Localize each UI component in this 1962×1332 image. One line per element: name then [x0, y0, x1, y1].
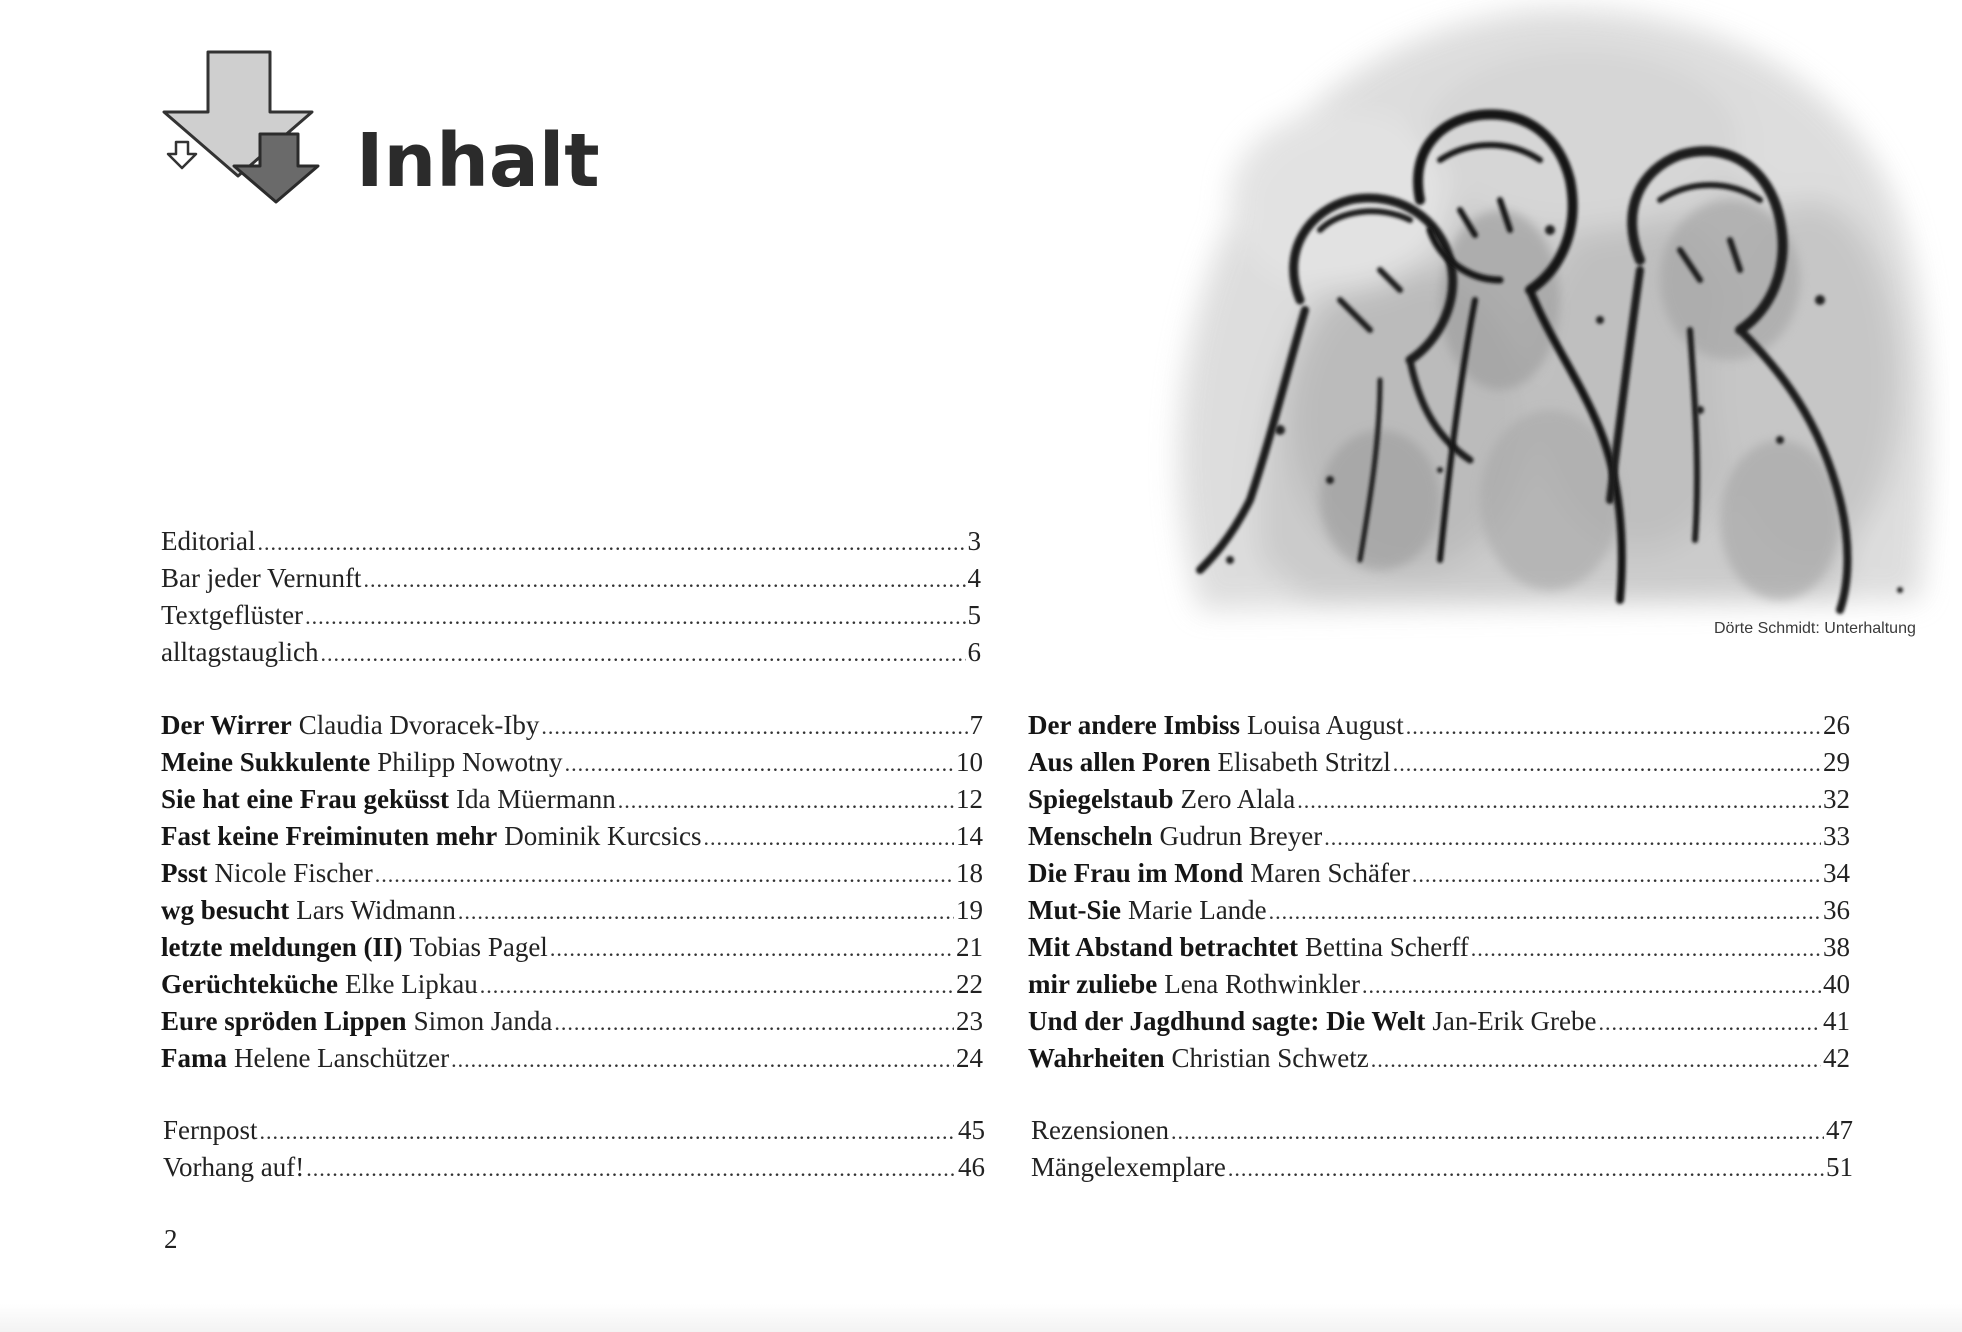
- dot-leader: [618, 782, 954, 819]
- dot-leader: [363, 561, 965, 598]
- dot-leader: [1324, 819, 1821, 856]
- toc-entry-author: Bettina Scherff: [1304, 932, 1469, 962]
- toc-articles-right: [1028, 707, 1850, 1077]
- toc-entry-page: 46: [958, 1152, 985, 1182]
- toc-entry-title: Fast keine Freiminuten mehr: [161, 821, 498, 851]
- dot-leader: [1393, 745, 1821, 782]
- toc-entry-title: Textgeflüster: [161, 600, 304, 630]
- dot-leader: [1599, 1004, 1821, 1041]
- dot-leader: [1362, 967, 1821, 1004]
- toc-entry[interactable]: [161, 1040, 983, 1077]
- dot-leader: [480, 967, 954, 1004]
- toc-entry[interactable]: [161, 634, 981, 671]
- toc-entry-author: Simon Janda: [413, 1006, 553, 1036]
- toc-entry[interactable]: [1028, 707, 1850, 744]
- toc-entry-title: Rezensionen: [1031, 1115, 1169, 1145]
- toc-entry-title: wg besucht: [161, 895, 290, 925]
- toc-entry[interactable]: [1031, 1112, 1853, 1149]
- toc-entry-page: 40: [1823, 969, 1850, 999]
- toc-entry-author: Philipp Nowotny: [377, 747, 563, 777]
- toc-entry-author: Louisa August: [1247, 710, 1404, 740]
- toc-entry-page: 22: [956, 969, 983, 999]
- dot-leader: [1171, 1113, 1824, 1150]
- toc-articles-left: [161, 707, 983, 1077]
- dot-leader: [375, 856, 954, 893]
- toc-entry-title: Sie hat eine Frau geküsst: [161, 784, 450, 814]
- toc-entry-title: Vorhang auf!: [163, 1152, 305, 1182]
- toc-entry-page: 19: [956, 895, 983, 925]
- toc-entry-page: 24: [956, 1043, 983, 1073]
- toc-entry[interactable]: [161, 597, 981, 634]
- toc-entry-page: 38: [1823, 932, 1850, 962]
- toc-entry-page: 33: [1823, 821, 1850, 851]
- dot-leader: [260, 1113, 957, 1150]
- toc-entry-title: Editorial: [161, 526, 256, 556]
- toc-entry-author: Zero Alala: [1180, 784, 1296, 814]
- toc-entry-title: Psst: [161, 858, 208, 888]
- toc-entry-page: 14: [956, 821, 983, 851]
- toc-entry-page: 21: [956, 932, 983, 962]
- dot-leader: [565, 745, 954, 782]
- dot-leader: [1269, 893, 1821, 930]
- toc-entry-author: Helene Lanschützer: [233, 1043, 450, 1073]
- toc-entry-author: Ida Müermann: [456, 784, 616, 814]
- toc-entry[interactable]: [1028, 929, 1850, 966]
- toc-entry-page: 10: [956, 747, 983, 777]
- toc-entry[interactable]: [1028, 855, 1850, 892]
- toc-entry[interactable]: [161, 966, 983, 1003]
- toc-entry-page: 18: [956, 858, 983, 888]
- toc-entry-author: Lena Rothwinkler: [1164, 969, 1360, 999]
- toc-entry-title: letzte meldungen (II): [161, 932, 403, 962]
- double-down-arrow-icon: [158, 46, 328, 206]
- toc-entry-author: Elisabeth Stritzl: [1217, 747, 1391, 777]
- toc-entry-author: Gudrun Breyer: [1159, 821, 1323, 851]
- dot-leader: [1471, 930, 1821, 967]
- toc-entry-page: 3: [967, 526, 981, 556]
- dot-leader: [257, 524, 965, 561]
- toc-entry[interactable]: [161, 818, 983, 855]
- toc-entry-page: 36: [1823, 895, 1850, 925]
- page-edge-shadow: [0, 1304, 1962, 1332]
- toc-entry[interactable]: [1028, 781, 1850, 818]
- toc-entry-page: 41: [1823, 1006, 1850, 1036]
- toc-entry-page: 47: [1826, 1115, 1853, 1145]
- toc-entry[interactable]: [161, 523, 981, 560]
- dot-leader: [320, 635, 965, 672]
- toc-entry-title: Bar jeder Vernunft: [161, 563, 362, 593]
- toc-entry-page: 23: [956, 1006, 983, 1036]
- toc-entry-page: 4: [967, 563, 981, 593]
- toc-entry-author: Dominik Kurcsics: [504, 821, 702, 851]
- toc-entry[interactable]: [1028, 744, 1850, 781]
- toc-entry-title: Der andere Imbiss: [1028, 710, 1241, 740]
- dot-leader: [554, 1004, 954, 1041]
- toc-entry-title: Fernpost: [163, 1115, 258, 1145]
- illustration-caption: Dörte Schmidt: Unterhaltung: [1714, 620, 1916, 637]
- dot-leader: [1412, 856, 1821, 893]
- toc-entry-page: 45: [958, 1115, 985, 1145]
- toc-entry[interactable]: [161, 744, 983, 781]
- toc-entry[interactable]: [1028, 892, 1850, 929]
- dot-leader: [703, 819, 954, 856]
- toc-entry[interactable]: [1031, 1149, 1853, 1186]
- toc-entry-page: 32: [1823, 784, 1850, 814]
- toc-entry-page: 5: [967, 600, 981, 630]
- toc-entry-title: Mit Abstand betrachtet: [1028, 932, 1298, 962]
- dot-leader: [541, 708, 967, 745]
- toc-entry-page: 26: [1823, 710, 1850, 740]
- dot-leader: [1297, 782, 1821, 819]
- toc-entry-title: Spiegelstaub: [1028, 784, 1174, 814]
- toc-entry[interactable]: [1028, 1040, 1850, 1077]
- ink-illustration: [1080, 0, 1950, 640]
- toc-entry-page: 12: [956, 784, 983, 814]
- toc-entry[interactable]: [161, 1003, 983, 1040]
- toc-entry-author: Nicole Fischer: [214, 858, 373, 888]
- toc-entry[interactable]: [161, 560, 981, 597]
- toc-entry-title: Menscheln: [1028, 821, 1153, 851]
- toc-entry-page: 29: [1823, 747, 1850, 777]
- dot-leader: [458, 893, 954, 930]
- dot-leader: [451, 1041, 954, 1078]
- header: [158, 46, 758, 206]
- dot-leader: [1228, 1150, 1824, 1187]
- toc-entry-author: Maren Schäfer: [1250, 858, 1410, 888]
- toc-entry-title: Wahrheiten: [1028, 1043, 1165, 1073]
- toc-entry-author: Claudia Dvoracek-Iby: [298, 710, 540, 740]
- toc-entry-title: Der Wirrer: [161, 710, 292, 740]
- toc-entry-title: alltagstauglich: [161, 637, 319, 667]
- toc-entry-page: 6: [967, 637, 981, 667]
- dot-leader: [550, 930, 954, 967]
- toc-entry-title: Mängelexemplare: [1031, 1152, 1226, 1182]
- dot-leader: [305, 598, 965, 635]
- toc-entry-title: Meine Sukkulente: [161, 747, 371, 777]
- toc-entry-title: Eure spröden Lippen: [161, 1006, 407, 1036]
- dot-leader: [1406, 708, 1821, 745]
- toc-entry-author: Tobias Pagel: [409, 932, 548, 962]
- toc-general-section: [161, 523, 981, 671]
- toc-entry[interactable]: [161, 707, 983, 744]
- toc-entry-title: Fama: [161, 1043, 227, 1073]
- toc-entry-author: Lars Widmann: [296, 895, 456, 925]
- page-title: Inhalt: [356, 118, 600, 204]
- toc-entry-title: Mut-Sie: [1028, 895, 1121, 925]
- toc-entry[interactable]: [1028, 966, 1850, 1003]
- toc-entry[interactable]: [161, 892, 983, 929]
- toc-entry-page: 7: [969, 710, 983, 740]
- toc-entry[interactable]: [163, 1112, 985, 1149]
- toc-entry-title: Gerüchteküche: [161, 969, 338, 999]
- toc-misc-left: [163, 1112, 985, 1186]
- toc-entry[interactable]: [1028, 1003, 1850, 1040]
- toc-entry-page: 34: [1823, 858, 1850, 888]
- toc-entry-author: Christian Schwetz: [1171, 1043, 1369, 1073]
- toc-entry-title: Aus allen Poren: [1028, 747, 1211, 777]
- toc-entry-title: Die Frau im Mond: [1028, 858, 1244, 888]
- toc-entry[interactable]: [1028, 818, 1850, 855]
- dot-leader: [1371, 1041, 1821, 1078]
- toc-entry[interactable]: [161, 929, 983, 966]
- toc-entry-author: Jan-Erik Grebe: [1432, 1006, 1597, 1036]
- toc-misc-right: [1031, 1112, 1853, 1186]
- toc-entry-author: Marie Lande: [1127, 895, 1267, 925]
- toc-entry-author: Elke Lipkau: [344, 969, 478, 999]
- toc-entry-page: 42: [1823, 1043, 1850, 1073]
- toc-entry-title: mir zuliebe: [1028, 969, 1158, 999]
- toc-entry[interactable]: [161, 855, 983, 892]
- toc-entry[interactable]: [161, 781, 983, 818]
- toc-entry[interactable]: [163, 1149, 985, 1186]
- dot-leader: [306, 1150, 956, 1187]
- toc-entry-title: Und der Jagdhund sagte: Die Welt: [1028, 1006, 1426, 1036]
- page-number: 2: [164, 1224, 178, 1254]
- toc-entry-page: 51: [1826, 1152, 1853, 1182]
